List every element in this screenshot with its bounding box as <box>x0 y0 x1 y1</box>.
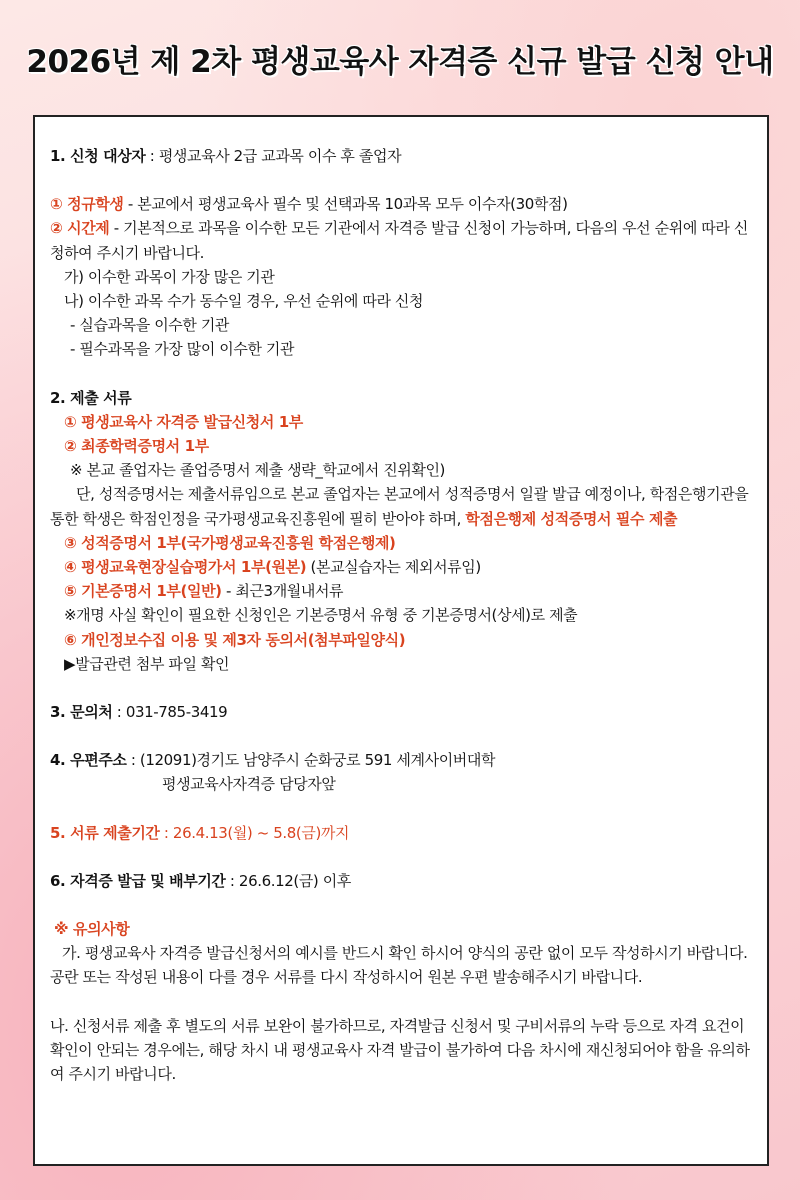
address-label: 4. 우편주소 <box>50 751 127 770</box>
address-line <box>50 748 750 772</box>
document-4 <box>50 555 750 579</box>
priority-b1: - 실습과목을 이수한 기관 <box>70 316 230 335</box>
document-6: ⑥ 개인정보수집 이용 및 제3자 동의서(첨부파일양식) <box>64 630 406 649</box>
notice-content <box>50 144 750 1086</box>
document-3: ③ 성적증명서 1부(국가평생교육진흥원 학점은행제) <box>64 533 396 552</box>
caution-ga: 가. 평생교육사 자격증 발급신청서의 예시를 반드시 확인 하시어 양식의 공란 없이 모두 작성하시기 바랍니다. 공란 또는 작성된 내용이 다를 경우 서류를 다시 작성하시어 원본 우편 발송해주시기 바랍니다. <box>50 944 748 987</box>
submission-period <box>50 821 750 845</box>
document-5-note: - 최근3개월내서류 <box>221 582 344 601</box>
document-1: ① 평생교육사 자격증 발급신청서 1부 <box>64 412 303 431</box>
document-4-label: ④ 평생교육현장실습평가서 1부(원본) <box>64 558 307 577</box>
regular-student-label: ① 정규학생 <box>50 195 124 214</box>
address-value: : (12091)경기도 남양주시 순화궁로 591 세계사이버대학 <box>126 751 496 770</box>
submission-period-value: : 26.4.13(월) ~ 5.8(금)까지 <box>159 823 350 842</box>
notice-panel <box>33 115 769 1166</box>
documents-heading: 2. 제출 서류 <box>50 388 132 407</box>
contact-label: 3. 문의처 <box>50 703 113 722</box>
caution-heading: ※ 유의사항 <box>54 920 130 939</box>
document-5-label: ⑤ 기본증명서 1부(일반) <box>64 582 222 601</box>
contact-line <box>50 700 750 724</box>
transcript-note <box>50 482 750 530</box>
name-change-note: ※개명 사실 확인이 필요한 신청인은 기본증명서 유형 중 기본증명서(상세)로 제출 <box>64 606 578 625</box>
document-5 <box>50 579 750 603</box>
submission-period-label: 5. 서류 제출기간 <box>50 823 160 842</box>
graduate-note: ※ 본교 졸업자는 졸업증명서 제출 생략_학교에서 진위확인) <box>70 461 446 480</box>
part-time-text: - 기본적으로 과목을 이수한 모든 기관에서 자격증 발급 신청이 가능하며, 다음의 우선 순위에 따라 신청하여 주시기 바랍니다. <box>50 219 748 262</box>
document-4-note: (본교실습자는 제외서류임) <box>306 558 481 577</box>
issue-period <box>50 869 750 893</box>
target-heading-label: 1. 신청 대상자 <box>50 147 146 165</box>
issue-period-value: : 26.6.12(금) 이후 <box>225 871 351 890</box>
priority-b: 나) 이수한 과목 수가 동수일 경우, 우선 순위에 따라 신청 <box>64 292 424 311</box>
contact-phone: : 031-785-3419 <box>112 703 228 722</box>
document-2: ② 최종학력증명서 1부 <box>64 437 209 456</box>
regular-student-item <box>50 192 750 216</box>
transcript-note-highlight: 학점은행제 성적증명서 필수 제출 <box>465 509 678 528</box>
priority-b2: - 필수과목을 가장 많이 이수한 기관 <box>70 340 295 359</box>
part-time-item <box>50 216 750 264</box>
regular-student-text: - 본교에서 평생교육사 필수 및 선택과목 10과목 모두 이수자(30학점) <box>123 195 568 214</box>
priority-a: 가) 이수한 과목이 가장 많은 기관 <box>64 267 275 286</box>
page-title: 2026년 제 2차 평생교육사 자격증 신규 발급 신청 안내 <box>26 44 774 80</box>
transcript-note-text: 단, 성적증명서는 제출서류임으로 본교 졸업자는 본교에서 성적증명서 일괄 발급 예정이나, 학점은행기관을 통한 학생은 학점인정을 국가평생교육진흥원에 필히 받아야 하며, <box>50 485 749 528</box>
caution-na: 나. 신청서류 제출 후 별도의 서류 보완이 불가하므로, 자격발급 신청서 및 구비서류의 누락 등으로 자격 요건이 확인이 안되는 경우에는, 해당 차시 내 평생교육사 자격 발급이 불가하여 다음 차시에 재신청되어야 함을 유의하여 주시기 바랍니다. <box>50 1016 750 1084</box>
issue-period-label: 6. 자격증 발급 및 배부기간 <box>50 871 226 890</box>
part-time-label: ② 시간제 <box>50 219 110 238</box>
address-recipient: 평생교육사자격증 담당자앞 <box>162 775 336 794</box>
target-heading-value: : 평생교육사 2급 교과목 이수 후 졸업자 <box>145 147 402 165</box>
attachment-link[interactable]: ▶발급관련 첨부 파일 확인 <box>64 654 230 673</box>
target-heading <box>50 144 750 168</box>
